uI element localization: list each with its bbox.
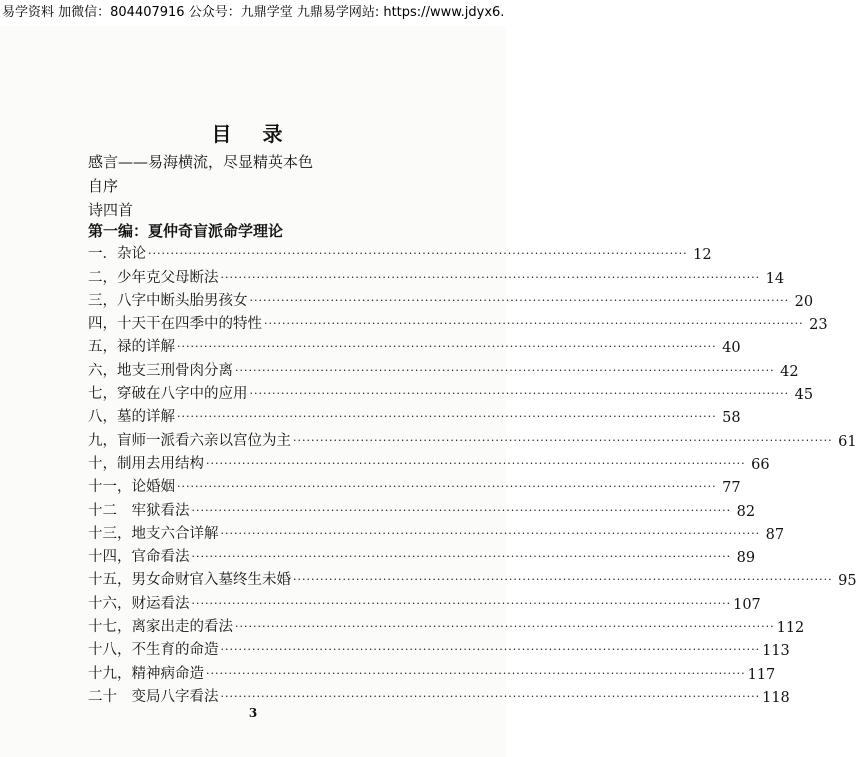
toc-leader-dots: ························································································································ [191, 550, 732, 564]
toc-entry-page: 42 [780, 363, 799, 380]
toc-entry-label: 十六，财运看法 [88, 595, 190, 612]
toc-leader-dots: ························································································································ [220, 270, 761, 284]
toc-leader-dots: ························································································································ [220, 526, 761, 540]
toc-leader-dots: ························································································································ [264, 317, 804, 331]
toc-entry-page: 89 [736, 550, 756, 567]
toc-entry [88, 589, 761, 613]
toc-leader-dots: ························································································································ [206, 666, 746, 680]
front-matter-poems: 诗四首 [88, 201, 134, 219]
toc-entry-page: 12 [693, 247, 712, 264]
toc-entry-page: 113 [762, 643, 790, 660]
toc-leader-dots: ························································································································ [235, 620, 775, 634]
toc-entry [88, 659, 776, 683]
toc-entry-label: 八，墓的详解 [88, 409, 175, 426]
toc-entry [88, 496, 756, 520]
toc-entry [88, 613, 805, 637]
toc-entry-page: 87 [765, 526, 785, 543]
part-title: 第一编：夏仲奇盲派命学理论 [88, 222, 284, 240]
toc-entry-page: 14 [765, 270, 785, 287]
document-page [0, 26, 857, 757]
toc-leader-dots: ························································································································ [177, 410, 717, 424]
toc-entry [88, 263, 785, 287]
toc-entry-label: 十一，论婚姻 [88, 479, 175, 496]
toc-entry-label: 十三，地支六合详解 [88, 525, 219, 542]
toc-entry-page: 20 [794, 293, 814, 310]
toc-entry-label: 十，制用去用结构 [88, 455, 204, 472]
front-matter-preface-note: 感言——易海横流，尽显精英本色 [88, 153, 314, 171]
toc-entry [88, 333, 741, 357]
toc-entry [88, 566, 857, 590]
toc-entry-label: 十九，精神病命造 [88, 665, 204, 682]
toc-entry-label: 一．杂论 [88, 246, 146, 263]
toc-entry-label: 六，地支三刑骨肉分离 [88, 362, 233, 379]
toc-entry [88, 543, 756, 567]
toc-entry [88, 520, 785, 543]
toc-entry-label: 二十 变局八字看法 [88, 688, 219, 705]
toc-leader-dots: ························································································································ [249, 293, 790, 307]
toc-entry-label: 十四，官命看法 [88, 549, 190, 566]
toc-entry [88, 683, 790, 706]
toc-leader-dots: ························································································································ [177, 480, 717, 494]
toc-leader-dots: ························································································································ [220, 689, 761, 703]
toc-entry-page: 66 [751, 456, 770, 473]
toc-entry [88, 450, 770, 473]
toc-entry [88, 473, 741, 497]
toc-leader-dots: ························································································································ [249, 387, 790, 401]
toc-entry [88, 356, 799, 380]
toc-leader-dots: ························································································································ [206, 456, 746, 470]
page-title: 目 录 [211, 122, 295, 146]
toc-entry [88, 240, 712, 264]
toc-entry-label: 十五，男女命财官入墓终生未婚 [88, 572, 291, 589]
toc-entry-label: 四，十天干在四季中的特性 [88, 316, 262, 333]
toc-entry-label: 十二 牢狱看法 [88, 502, 190, 519]
toc-entry-page: 23 [809, 317, 828, 334]
toc-entry-page: 61 [838, 433, 857, 450]
front-matter-author-preface: 自序 [88, 177, 119, 195]
toc-entry-label: 九，盲师一派看六亲以宫位为主 [88, 432, 291, 449]
toc-entry [88, 380, 814, 404]
toc-entry [88, 636, 790, 660]
toc-entry [88, 310, 828, 334]
toc-entry-page: 95 [838, 573, 857, 590]
page-number: 3 [248, 706, 258, 720]
toc-entry [88, 426, 857, 450]
table-of-contents [88, 240, 857, 706]
toc-entry-page: 112 [776, 620, 805, 637]
toc-entry [88, 403, 741, 427]
toc-entry-page: 40 [722, 340, 741, 357]
toc-entry-page: 58 [722, 410, 741, 427]
toc-entry-page: 117 [747, 666, 776, 683]
toc-entry-page: 118 [762, 689, 790, 706]
toc-entry-label: 七，穿破在八字中的应用 [88, 386, 248, 403]
toc-leader-dots: ························································································································ [191, 503, 732, 517]
toc-leader-dots: ························································································································ [220, 643, 761, 657]
watermark-banner: 易学资料 加微信：804407916 公众号：九鼎学堂 九鼎易学网站: https://www.jdyx6. [2, 5, 505, 20]
toc-entry-label: 十八，不生育的命造 [88, 642, 219, 659]
toc-entry-page: 45 [794, 387, 814, 404]
toc-leader-dots: ························································································································ [293, 573, 833, 587]
toc-entry-label: 三，八字中断头胎男孩女 [88, 292, 248, 309]
toc-entry-page: 107 [733, 596, 761, 613]
toc-entry-label: 五，禄的详解 [88, 339, 175, 356]
toc-entry-page: 82 [736, 503, 756, 520]
toc-entry [88, 287, 814, 310]
toc-leader-dots: ························································································································ [293, 433, 833, 447]
toc-leader-dots: ························································································································ [177, 340, 717, 354]
toc-entry-label: 十七，离家出走的看法 [88, 619, 233, 636]
toc-leader-dots: ························································································································ [235, 363, 775, 377]
toc-entry-page: 77 [722, 480, 741, 497]
toc-entry-label: 二，少年克父母断法 [88, 269, 219, 286]
toc-leader-dots: ························································································································ [148, 247, 688, 261]
toc-leader-dots: ························································································································ [191, 596, 732, 610]
